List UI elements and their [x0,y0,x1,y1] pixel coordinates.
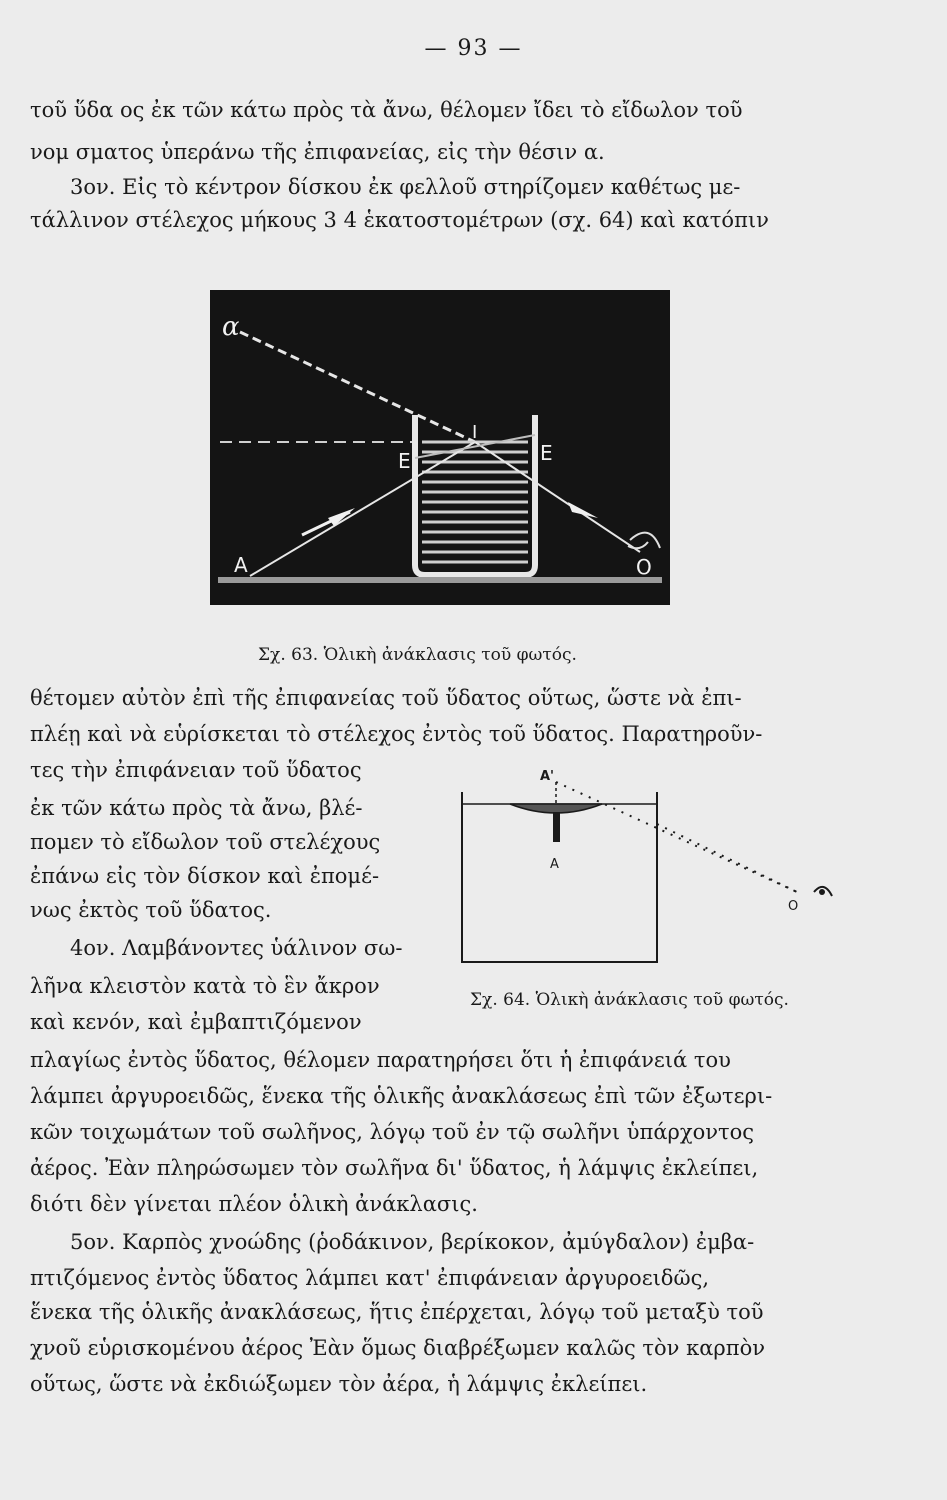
text-line: πομεν τὸ εἴδωλον τοῦ στελέχους [30,830,381,854]
text-line: τοῦ ὕδα ος ἐκ τῶν κάτω πρὸς τὰ ἄνω, θέλομεν ἴδει τὸ εἴδωλον τοῦ [30,98,743,122]
text-line: καὶ κενόν, καὶ ἐμβαπτιζόμενον [30,1010,362,1034]
text-line: τάλλινον στέλεχος μήκους 3 4 ἑκατοστομέτρων (σχ. 64) καὶ κατόπιν [30,208,769,232]
text-line: χνοῦ εὑρισκομένου ἀέρος Ἐὰν ὅμως διαβρέξωμεν καλῶς τὸν καρπὸν [30,1336,765,1360]
text-line: πλαγίως ἐντὸς ὕδατος, θέλομεν παρατηρήσει ὅτι ἡ ἐπιφάνειά του [30,1048,731,1072]
text-line: ἀέρος. Ἐὰν πληρώσωμεν τὸν σωλῆνα δι' ὕδατος, ἡ λάμψις ἐκλείπει, [30,1156,759,1180]
label-a: α [222,312,240,342]
label-A-prime: Α' [540,769,555,784]
label-O: Ο [636,555,652,579]
label-A: Α [234,553,248,577]
text-line: πτιζόμενος ἐντὸς ὕδατος λάμπει κατ' ἐπιφάνειαν ἀργυροειδῶς, [30,1266,710,1290]
text-line: ἕνεκα τῆς ὁλικῆς ἀνακλάσεως, ἥτις ἐπέρχεται, λόγῳ τοῦ μεταξὺ τοῦ [30,1300,764,1324]
label-A: Α [550,857,559,872]
text-line: 4ον. Λαμβάνοντες ὑάλινον σω- [70,936,403,960]
text-line: πλέῃ καὶ νὰ εὑρίσκεται τὸ στέλεχος ἐντὸς τοῦ ὕδατος. Παρατηροῦν- [30,722,763,746]
text-line: ἐκ τῶν κάτω πρὸς τὰ ἄνω, βλέ- [30,796,363,820]
label-I: Ι [472,422,478,443]
text-line: λάμπει ἀργυροειδῶς, ἕνεκα τῆς ὁλικῆς ἀνακλάσεως ἐπὶ τῶν ἐξωτερι- [30,1084,773,1108]
text-line: 3ον. Εἰς τὸ κέντρον δίσκου ἐκ φελλοῦ στηρίζομεν καθέτως με- [70,175,741,199]
label-E-right: Ε [540,441,553,465]
figure-63-caption: Σχ. 63. Ὁλικὴ ἀνάκλασις τοῦ φωτός. [258,645,577,665]
figure-64-caption: Σχ. 64. Ὁλικὴ ἀνάκλασις τοῦ φωτός. [470,990,789,1010]
page-number: — 93 — [424,36,523,61]
label-E-left: Ε [398,449,411,473]
text-line: 5ον. Καρπὸς χνοώδης (ῥοδάκινον, βερίκοκον, ἀμύγδαλον) ἐμβα- [70,1230,755,1254]
text-line: θέτομεν αὐτὸν ἐπὶ τῆς ἐπιφανείας τοῦ ὕδατος οὕτως, ὥστε νὰ ἐπι- [30,686,742,710]
figure-64-stem-image-diagram [452,762,852,977]
text-line: ἐπάνω εἰς τὸν δίσκον καὶ ἐπομέ- [30,864,380,888]
text-line: τες τὴν ἐπιφάνειαν τοῦ ὕδατος [30,758,362,782]
text-line: λῆνα κλειστὸν κατὰ τὸ ἓν ἄκρον [30,974,380,998]
text-line: οὕτως, ὥστε νὰ ἐκδιώξωμεν τὸν ἀέρα, ἡ λάμψις ἐκλείπει. [30,1372,648,1396]
text-line: κῶν τοιχωμάτων τοῦ σωλῆνος, λόγῳ τοῦ ἐν τῷ σωλῆνι ὑπάρχοντος [30,1120,755,1144]
text-line: διότι δὲν γίνεται πλέον ὁλικὴ ἀνάκλασις. [30,1192,478,1216]
text-line: νομ σματος ὑπεράνω τῆς ἐπιφανείας, εἰς τὴν θέσιν α. [30,140,605,164]
label-O: Ο [788,899,799,914]
text-line: νως ἐκτὸς τοῦ ὕδατος. [30,898,272,922]
figure-63-total-reflection-diagram [210,290,670,605]
